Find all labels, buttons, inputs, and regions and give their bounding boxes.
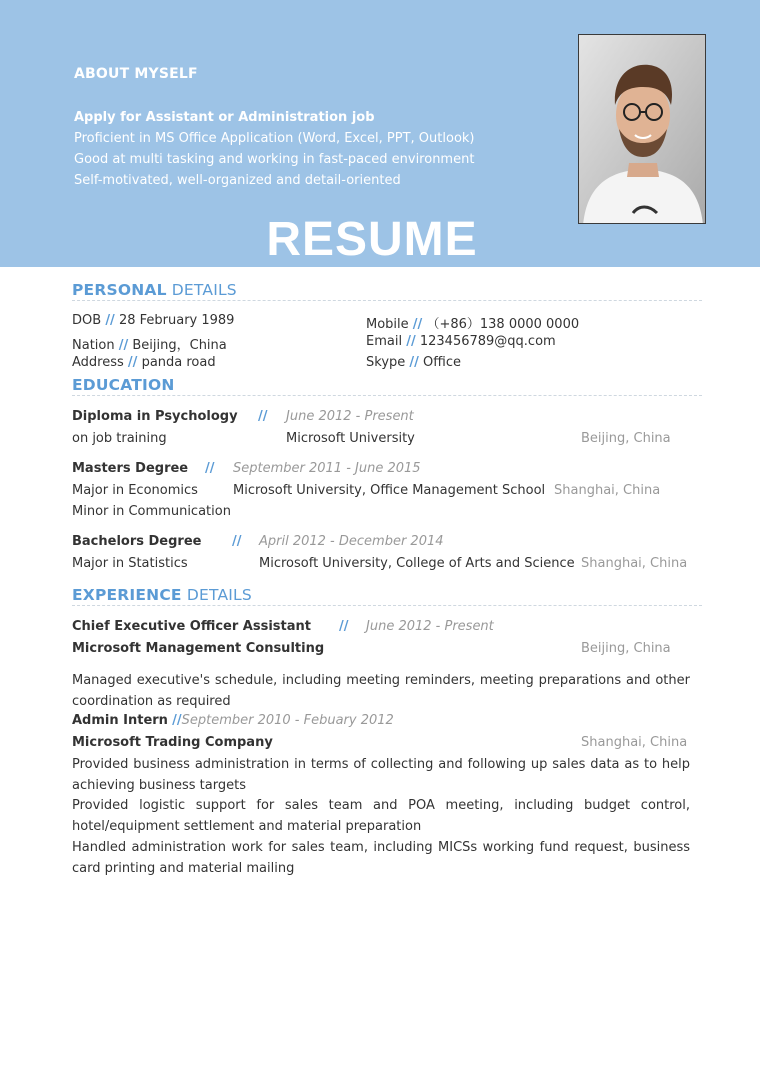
dob-row [72, 313, 234, 328]
resume-title: RESUME [266, 213, 478, 266]
edu-major: on job training [72, 431, 167, 446]
section-divider [72, 605, 702, 606]
separator: // [412, 317, 423, 332]
personal-details-heading [72, 281, 237, 299]
job-company: Microsoft Trading Company [72, 735, 273, 750]
address-row [72, 355, 216, 370]
separator: // [339, 619, 349, 634]
heading-rest-part: DETAILS [166, 281, 237, 299]
job-location: Shanghai, China [581, 735, 688, 750]
field-label: Skype [366, 355, 406, 370]
field-label: Nation [72, 338, 115, 353]
edu-school: Microsoft University, College of Arts and Science [259, 556, 575, 571]
edu-date: April 2012 - December 2014 [259, 534, 444, 549]
job-date: June 2012 - Present [366, 619, 494, 634]
separator: // [409, 355, 419, 370]
about-line: Self-motivated, well-organized and detail-oriented [74, 173, 401, 188]
separator: // [406, 334, 416, 349]
mobile-row [366, 313, 579, 332]
edu-school: Microsoft University [286, 431, 415, 446]
edu-location: Beijing, China [581, 431, 671, 446]
edu-degree: Masters Degree [72, 461, 189, 476]
separator: // [258, 409, 268, 424]
field-value: （+86）138 0000 0000 [426, 317, 580, 332]
edu-minor: Minor in Communication [72, 504, 231, 519]
field-label: Address [72, 355, 124, 370]
edu-school: Microsoft University, Office Management School [233, 483, 546, 498]
separator: // [205, 461, 215, 476]
field-label: Email [366, 334, 403, 349]
job-role: Chief Executive Officer Assistant [72, 619, 311, 634]
education-heading: EDUCATION [72, 376, 175, 394]
section-divider [72, 395, 702, 396]
about-title: ABOUT MYSELF [74, 66, 198, 82]
profile-photo [578, 34, 706, 224]
job-role: Admin Intern [72, 713, 168, 728]
field-value: Beijing，China [132, 338, 227, 353]
heading-rest-part: DETAILS [181, 586, 252, 604]
about-line: Good at multi tasking and working in fast-paced environment [74, 152, 475, 167]
job-date: September 2010 - Febuary 2012 [181, 713, 394, 728]
edu-location: Shanghai, China [581, 556, 688, 571]
edu-major: Major in Statistics [72, 556, 188, 571]
edu-date: September 2011 - June 2015 [233, 461, 421, 476]
job-company: Microsoft Management Consulting [72, 641, 325, 656]
field-value: panda road [141, 355, 216, 370]
header-banner [0, 0, 760, 267]
edu-date: June 2012 - Present [286, 409, 414, 424]
job-bullet: Provided logistic support for sales team and POA meeting, including budget control, hotel/equipment settlement and material preparation [72, 798, 690, 834]
field-value: 28 February 1989 [118, 313, 235, 328]
edu-location: Shanghai, China [554, 483, 661, 498]
separator: // [105, 313, 115, 328]
separator: // [127, 355, 138, 370]
field-value: Office [423, 355, 461, 370]
edu-major: Major in Economics [72, 483, 198, 498]
field-value: 123456789@qq.com [419, 334, 556, 349]
email-row [366, 334, 556, 349]
experience-heading [72, 586, 252, 604]
about-line: Apply for Assistant or Administration job [74, 110, 375, 125]
about-lines [74, 107, 475, 191]
job-location: Beijing, China [581, 641, 671, 656]
job-bullet: Provided business administration in terms of collecting and following up sales data as to help achieving business targets [72, 757, 690, 793]
skype-row [366, 355, 461, 370]
job-role-row [72, 713, 394, 728]
about-line: Proficient in MS Office Application (Word, Excel, PPT, Outlook) [74, 131, 475, 146]
separator: // [232, 534, 242, 549]
person-portrait-icon [579, 35, 706, 224]
field-label: DOB [72, 313, 102, 328]
section-divider [72, 300, 702, 301]
job-bullet: Handled administration work for sales team, including MICSs working fund request, business card printing and material mailing [72, 840, 690, 876]
edu-degree: Bachelors Degree [72, 534, 202, 549]
field-label: Mobile [366, 317, 409, 332]
heading-bold-part: PERSONAL [72, 281, 167, 299]
edu-degree: Diploma in Psychology [72, 409, 238, 424]
separator: // [172, 713, 182, 728]
separator: // [118, 338, 129, 353]
heading-bold-part: EXPERIENCE [72, 586, 182, 604]
job-bullet: Managed executive's schedule, including meeting reminders, meeting preparations and other coordination as required [72, 673, 690, 709]
nation-row [72, 334, 227, 353]
